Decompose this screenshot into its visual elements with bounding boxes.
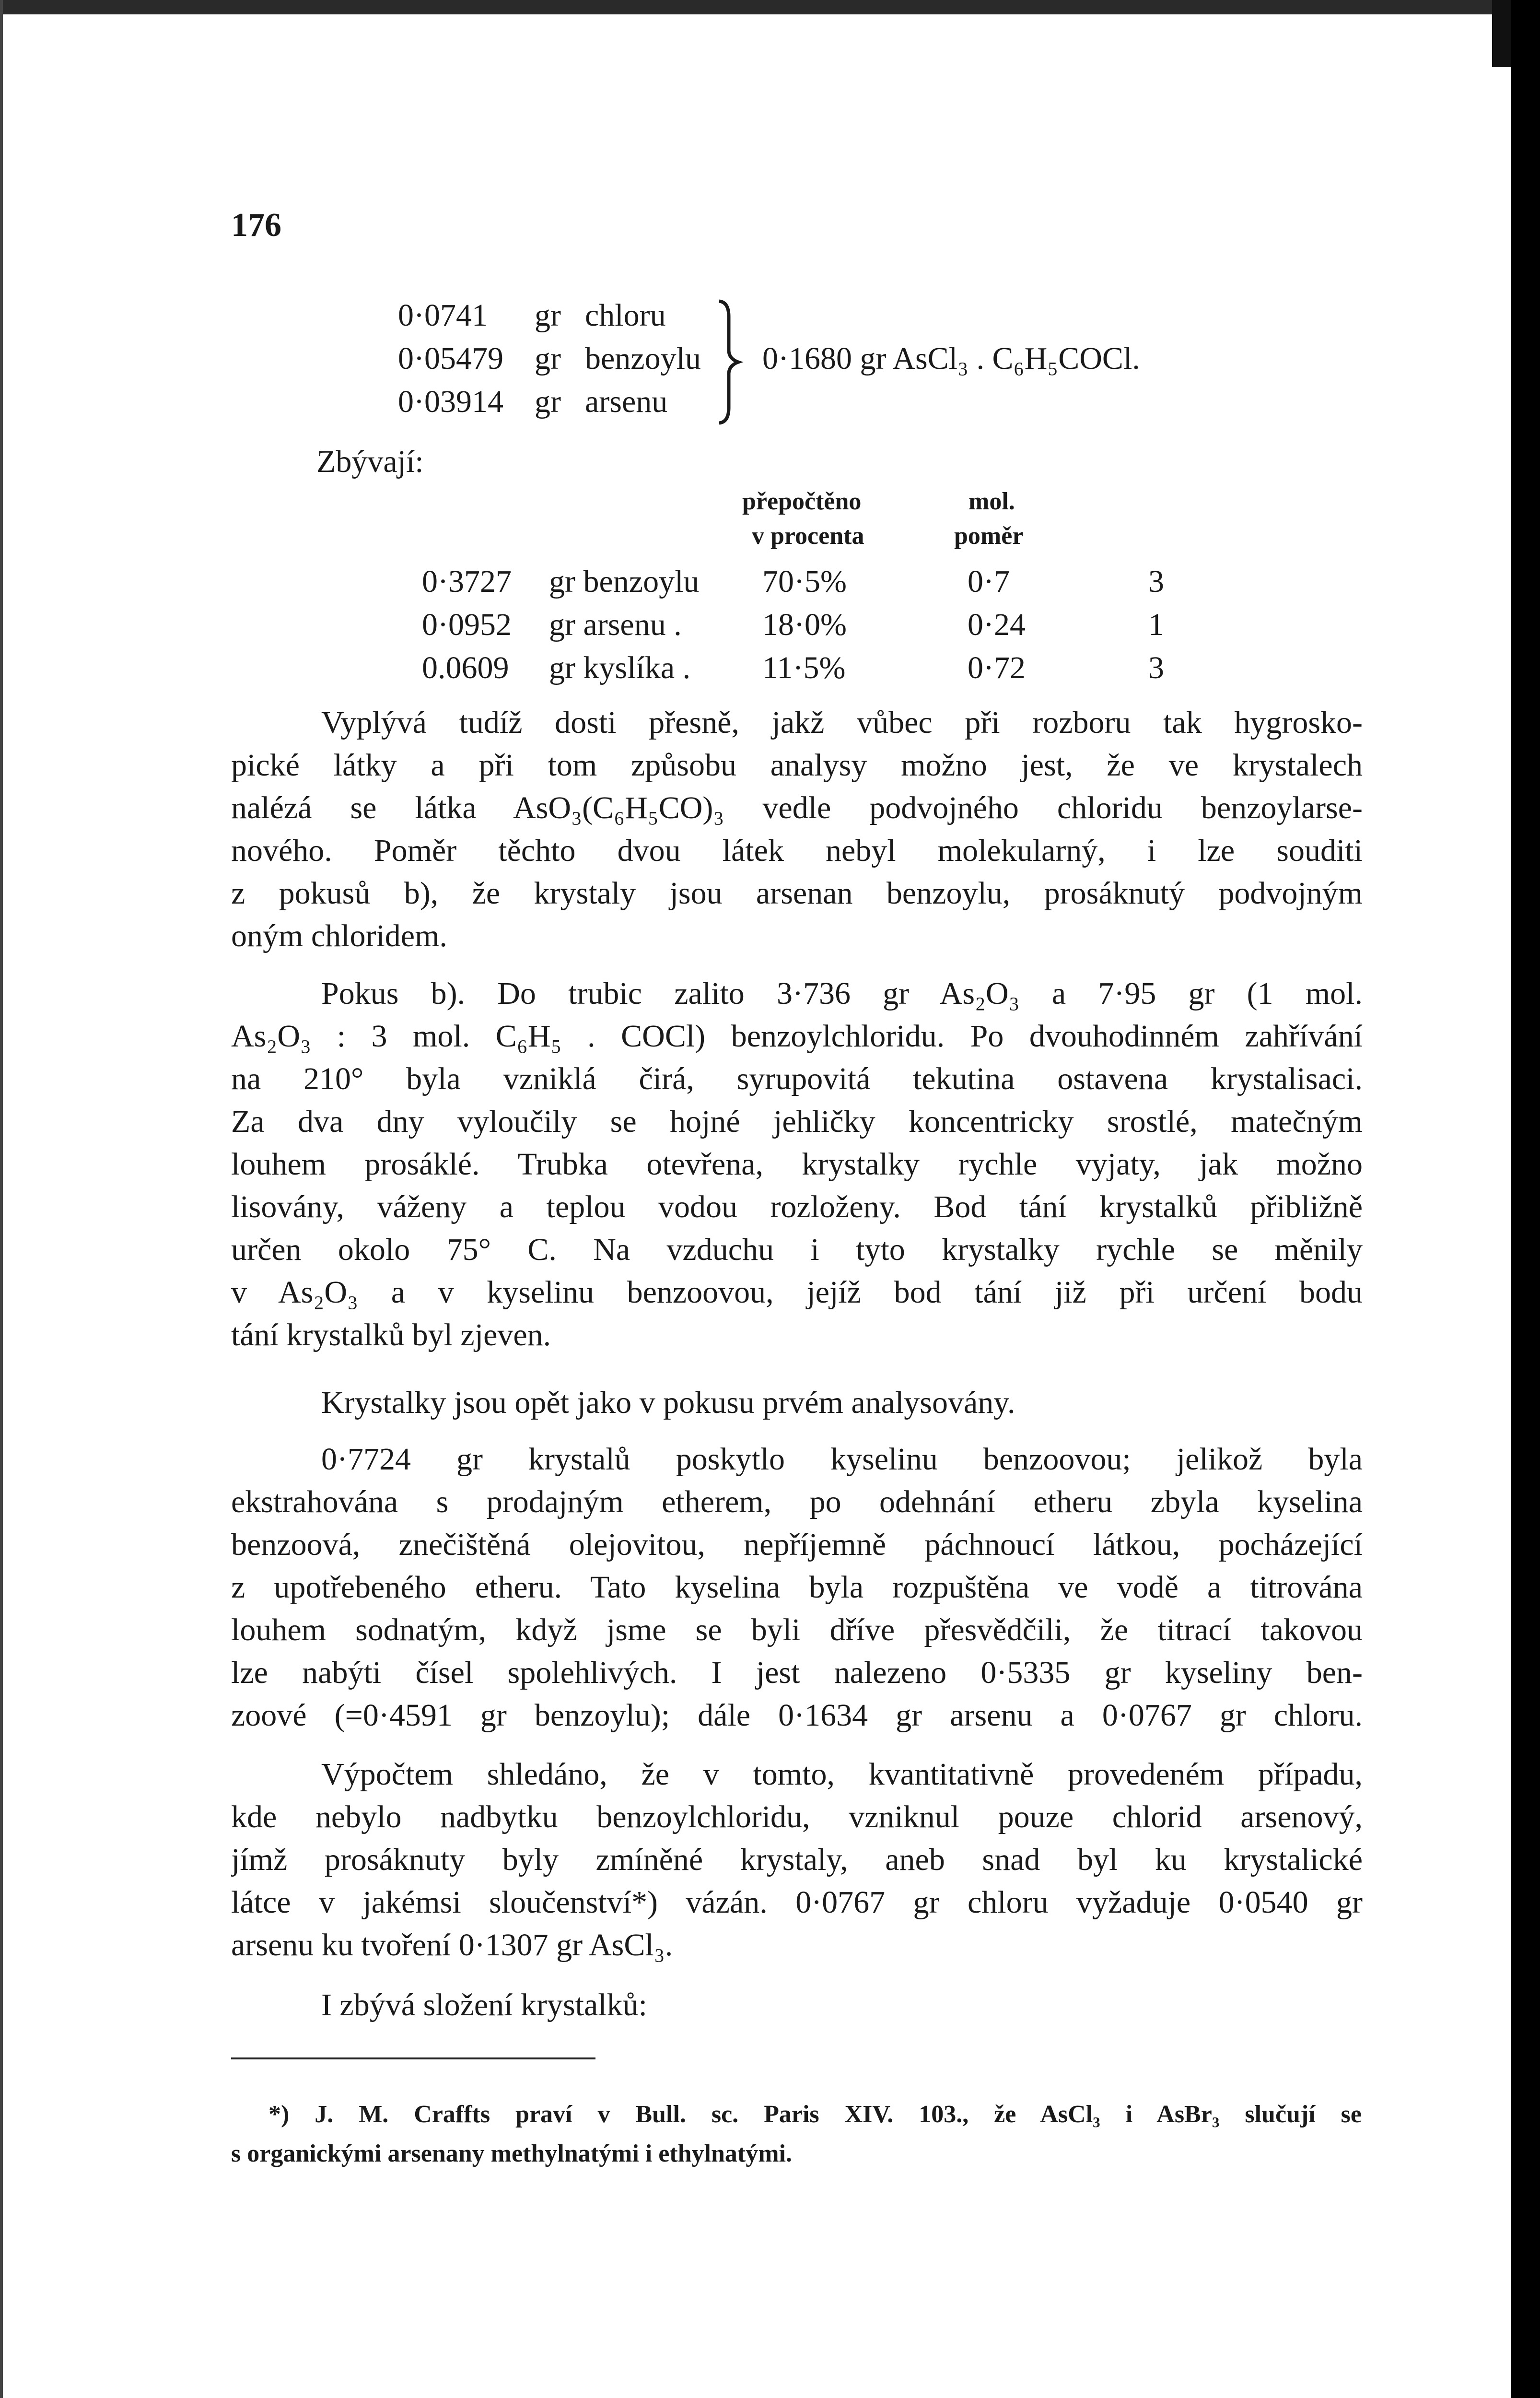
paragraph bbox=[231, 1984, 1363, 2026]
text-line: tání krystalků byl zjeven. bbox=[231, 1317, 551, 1352]
row-ratio: 3 bbox=[1148, 564, 1164, 599]
footnote-line: *) J. M. Craffts praví v Bull. sc. Paris XIV. 103., že AsCl₃ i AsBr₃ slučují se bbox=[268, 2101, 1362, 2128]
row-substance: gr arsenu . bbox=[549, 607, 682, 642]
text-line: zoové (=0·4591 gr benzoylu); dále 0·1634 gr arsenu a 0·0767 gr chloru. bbox=[231, 1698, 1363, 1733]
row-substance: gr benzoylu bbox=[549, 564, 700, 599]
table-header-mol: mol. bbox=[968, 488, 1015, 515]
footnote bbox=[231, 2095, 1362, 2174]
text-line: lze nabýti čísel spolehlivých. I jest nalezeno 0·5335 gr kyseliny ben- bbox=[231, 1655, 1363, 1690]
text-line: látce v jakémsi sloučenství*) vázán. 0·0767 gr chloru vyžaduje 0·0540 gr bbox=[231, 1885, 1363, 1920]
paragraph bbox=[231, 972, 1363, 1356]
row-amount: 0·0952 bbox=[422, 607, 512, 642]
remaining-label: Zbývají: bbox=[316, 444, 424, 479]
row-percent: 70·5% bbox=[762, 564, 847, 599]
row-mol: 0·24 bbox=[968, 607, 1026, 642]
paragraph bbox=[231, 1381, 1363, 1424]
row-percent: 18·0% bbox=[762, 607, 847, 642]
text-line: na 210° byla vzniklá čirá, syrupovitá tekutina ostavena krystalisaci. bbox=[231, 1061, 1363, 1096]
composition-unit: gr bbox=[535, 341, 561, 376]
text-line: nalézá se látka AsO₃(C₆H₅CO)₃ vedle podvojného chloridu benzoylarse- bbox=[231, 790, 1363, 825]
row-ratio: 3 bbox=[1148, 650, 1164, 685]
scan-border-top bbox=[0, 0, 1540, 14]
row-amount: 0.0609 bbox=[422, 650, 509, 685]
text-line: kde nebylo nadbytku benzoylchloridu, vzniknul pouze chlorid arsenový, bbox=[231, 1799, 1363, 1834]
row-ratio: 1 bbox=[1148, 607, 1164, 642]
text-line: lisovány, váženy a teplou vodou rozloženy. Bod tání krystalků přibližně bbox=[231, 1189, 1363, 1224]
text-line: As₂O₃ : 3 mol. C₆H₅ . COCl) benzoylchloridu. Po dvouhodinném zahřívání bbox=[231, 1019, 1363, 1054]
page-number: 176 bbox=[231, 207, 281, 244]
text-line: určen okolo 75° C. Na vzduchu i tyto krystalky rychle se měnily bbox=[231, 1232, 1363, 1267]
text-line: I zbývá složení krystalků: bbox=[321, 1987, 647, 2022]
composition-unit: gr bbox=[535, 298, 561, 333]
composition-substance: chloru bbox=[585, 298, 666, 333]
row-mol: 0·72 bbox=[968, 650, 1026, 685]
scan-border-left bbox=[0, 0, 3, 2398]
scan-border-right bbox=[1511, 0, 1540, 2398]
text-line: oným chloridem. bbox=[231, 918, 447, 953]
composition-substance: arsenu bbox=[585, 384, 668, 419]
text-line: Výpočtem shledáno, že v tomto, kvantitativně provedeném případu, bbox=[321, 1757, 1363, 1792]
text-line: arsenu ku tvoření 0·1307 gr AsCl₃. bbox=[231, 1928, 673, 1963]
row-substance: gr kyslíka . bbox=[549, 650, 691, 685]
text-line: louhem prosáklé. Trubka otevřena, krystalky rychle vyjaty, jak možno bbox=[231, 1147, 1363, 1182]
row-amount: 0·3727 bbox=[422, 564, 512, 599]
composition-substance: benzoylu bbox=[585, 341, 701, 376]
composition-unit: gr bbox=[535, 384, 561, 419]
text-line: Vyplývá tudíž dosti přesně, jakž vůbec při rozboru tak hygrosko- bbox=[321, 705, 1363, 740]
text-line: louhem sodnatým, když jsme se byli dříve přesvědčili, že titrací takovou bbox=[231, 1612, 1363, 1647]
row-percent: 11·5% bbox=[762, 650, 846, 685]
text-line: jímž prosáknuty byly zmíněné krystaly, aneb snad byl ku krystalické bbox=[231, 1842, 1363, 1877]
text-line: nového. Poměr těchto dvou látek nebyl molekularný, i lze souditi bbox=[231, 833, 1363, 868]
text-line: benzoová, znečištěná olejovitou, nepříjemně páchnoucí látkou, pocházející bbox=[231, 1527, 1363, 1562]
composition-total: 0·1680 gr AsCl₃ . C₆H₅COCl. bbox=[762, 341, 1140, 376]
table-header-mol: poměr bbox=[954, 522, 1024, 550]
text-line: Za dva dny vyloučily se hojné jehličky koncentricky srostlé, matečným bbox=[231, 1104, 1363, 1139]
text-line: 0·7724 gr krystalů poskytlo kyselinu benzoovou; jelikož byla bbox=[321, 1442, 1363, 1477]
footnote-rule bbox=[231, 2057, 595, 2059]
text-line: v As₂O₃ a v kyselinu benzoovou, jejíž bod tání již při určení bodu bbox=[231, 1275, 1363, 1310]
row-mol: 0·7 bbox=[968, 564, 1010, 599]
scan-border-corner bbox=[1492, 0, 1511, 67]
right-brace-icon bbox=[710, 297, 753, 427]
text-line: Pokus b). Do trubic zalito 3·736 gr As₂O₃ a 7·95 gr (1 mol. bbox=[321, 976, 1363, 1011]
text-line: z upotřebeného etheru. Tato kyselina byla rozpuštěna ve vodě a titrována bbox=[231, 1570, 1363, 1605]
paragraph bbox=[231, 701, 1363, 957]
text-line: z pokusů b), že krystaly jsou arsenan benzoylu, prosáknutý podvojným bbox=[231, 876, 1363, 911]
table-header-percent: v procenta bbox=[752, 522, 864, 550]
composition-amount: 0·0741 bbox=[398, 298, 488, 333]
paragraph bbox=[231, 1753, 1363, 1966]
table-header-percent: přepočtěno bbox=[742, 488, 862, 515]
composition-amount: 0·03914 bbox=[398, 384, 503, 419]
text-line: pické látky a při tom způsobu analysy možno jest, že ve krystalech bbox=[231, 748, 1363, 783]
footnote-line: s organickými arsenany methylnatými i ethylnatými. bbox=[231, 2140, 792, 2167]
text-line: ekstrahována s prodajným etherem, po odehnání etheru zbyla kyselina bbox=[231, 1484, 1363, 1519]
composition-amount: 0·05479 bbox=[398, 341, 503, 376]
text-line: Krystalky jsou opět jako v pokusu prvém analysovány. bbox=[321, 1385, 1015, 1420]
paragraph bbox=[231, 1438, 1363, 1737]
